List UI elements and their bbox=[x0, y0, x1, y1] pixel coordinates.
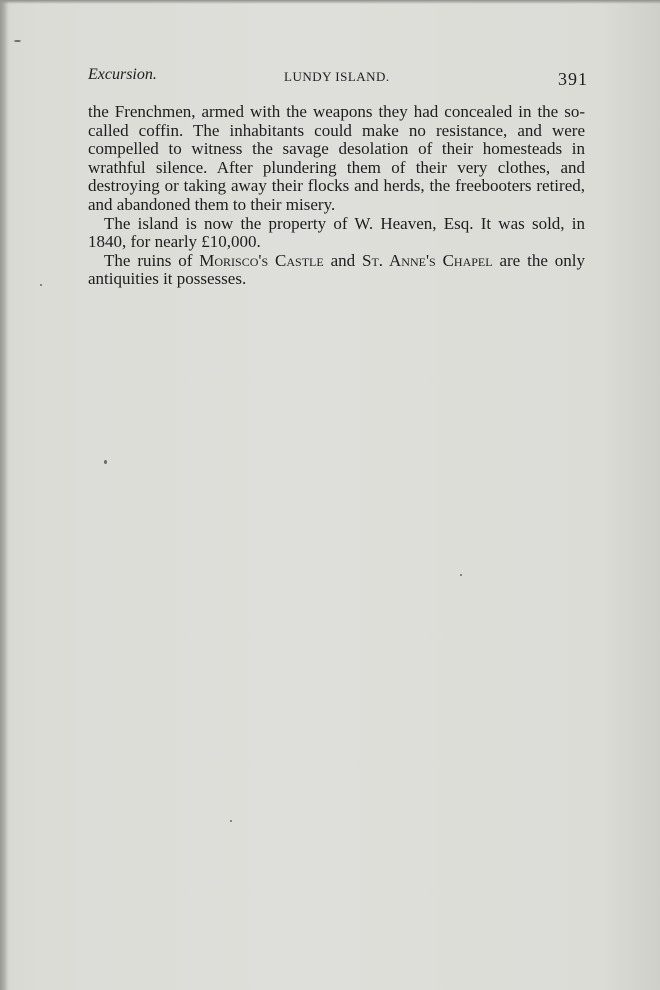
paragraph-3-text-middle: and bbox=[323, 250, 363, 270]
paragraph-3 bbox=[88, 252, 585, 289]
paragraph-2: The island is now the property of W. Heaven, Esq. It was sold, in 1840, for nearly £10,000. bbox=[88, 213, 585, 252]
header-section-label: Excursion. bbox=[88, 66, 157, 83]
ink-mark bbox=[104, 460, 107, 464]
header-title: LUNDY ISLAND. bbox=[284, 69, 390, 84]
ink-mark bbox=[14, 40, 21, 42]
paragraph-3-text-after: are the only antiquities it possesses. bbox=[88, 250, 585, 289]
page-gutter-shadow bbox=[0, 0, 8, 990]
ink-mark bbox=[460, 574, 462, 576]
ink-mark bbox=[40, 284, 42, 286]
paragraph-3-text-before: The ruins of bbox=[104, 250, 200, 270]
place-name-chapel: St. Anne's Chapel bbox=[362, 250, 493, 270]
page-top-edge bbox=[0, 0, 660, 4]
page-number: 391 bbox=[558, 69, 588, 89]
ink-mark bbox=[230, 820, 232, 822]
place-name-castle: Morisco's Castle bbox=[199, 250, 324, 270]
running-header bbox=[88, 64, 588, 92]
paragraph-1: the Frenchmen, armed with the weapons they had concealed in the so-called coffin. The inhabitants could make no resistance, and were compelled to witness the savage desolation of their homesteads in wrathful silence. After plundering them of their very clothes, and destroying or taking away their flocks and herds, the freebooters retired, and abandoned them to their misery. bbox=[88, 102, 585, 214]
page-body bbox=[88, 103, 585, 289]
